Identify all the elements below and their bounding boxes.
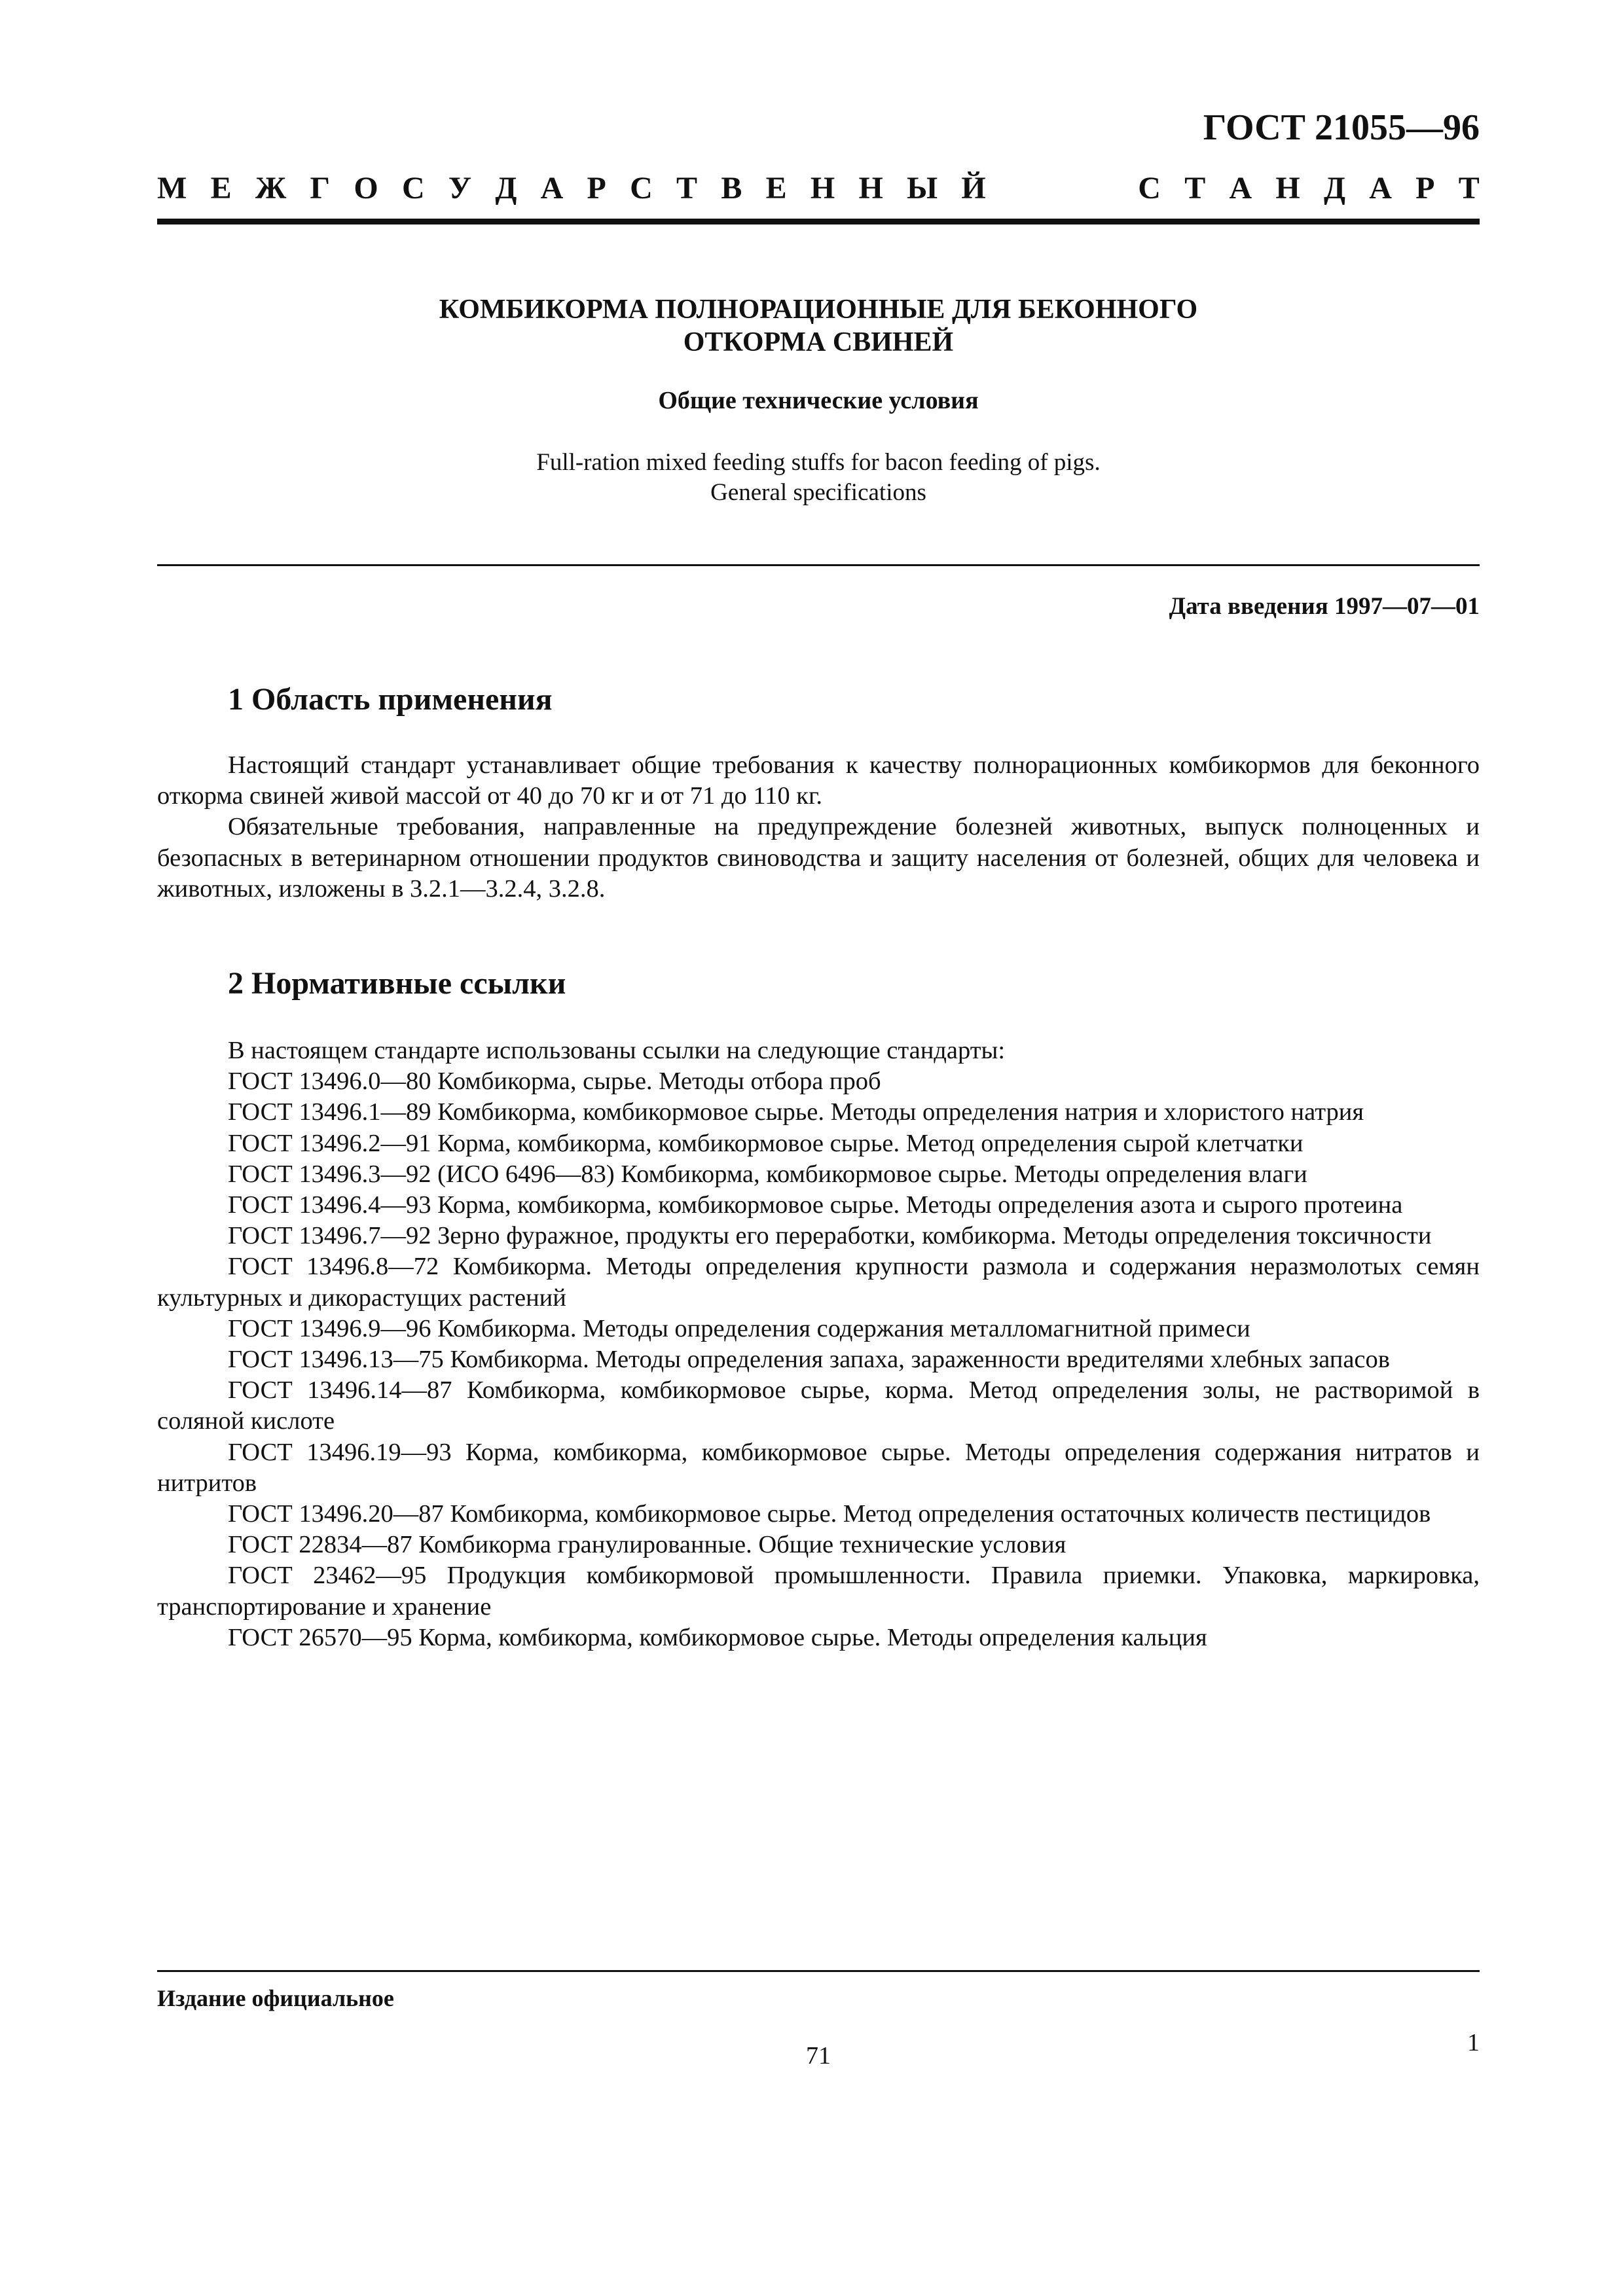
series-letter: Р <box>1415 171 1435 206</box>
series-letter: О <box>354 171 378 206</box>
series-letter: Ж <box>255 171 287 206</box>
reference-item: ГОСТ 13496.8—72 Комбикорма. Методы определения крупности размола и содержания неразмолотых семян культурных и дикорастущих растений <box>157 1253 1480 1312</box>
series-letter: Н <box>1275 171 1300 206</box>
section-references-body <box>157 1035 1480 1653</box>
document-title <box>157 293 1480 359</box>
reference-item: ГОСТ 13496.1—89 Комбикорма, комбикормовое сырье. Методы определения натрия и хлористого натрия <box>228 1098 1364 1126</box>
series-letter: Е <box>210 171 232 206</box>
series-letter: В <box>721 171 742 206</box>
series-letter: А <box>540 171 564 206</box>
series-letter: Т <box>1184 171 1206 206</box>
series-letter: М <box>157 171 187 206</box>
section-scope-body <box>157 750 1480 905</box>
series-word-gap <box>1010 169 1114 208</box>
series-letter: С <box>401 171 425 206</box>
series-letter: Н <box>858 171 883 206</box>
paragraph: Обязательные требования, направленные на предупреждение болезней животных, выпуск полноценных и безопасных в ветеринарном отношении продуктов свиноводства и защиту населения от болезней, общих для человека и животных, изложены в 3.2.1—3.2.4, 3.2.8. <box>157 813 1480 903</box>
reference-item: ГОСТ 13496.3—92 (ИСО 6496—83) Комбикорма, комбикормовое сырье. Методы определения влаги <box>228 1160 1307 1188</box>
series-letter: У <box>448 171 472 206</box>
reference-item: ГОСТ 23462—95 Продукция комбикормовой промышленности. Правила приемки. Упаковка, маркировка, транспортирование и хранение <box>157 1562 1480 1621</box>
standard-code: ГОСТ 21055—96 <box>1203 107 1480 148</box>
introduction-date: Дата введения 1997—07—01 <box>1169 593 1480 620</box>
series-letter: С <box>630 171 653 206</box>
series-letter: Н <box>810 171 835 206</box>
title-line: ОТКОРМА СВИНЕЙ <box>683 327 954 357</box>
reference-item: ГОСТ 13496.2—91 Корма, комбикорма, комбикормовое сырье. Метод определения сырой клетчатки <box>228 1129 1304 1157</box>
english-title-line: Full-ration mixed feeding stuffs for bacon feeding of pigs. <box>536 449 1101 476</box>
edition-label: Издание официальное <box>157 1985 394 2011</box>
series-letter: С <box>1138 171 1161 206</box>
series-letter: Е <box>765 171 787 206</box>
series-letter: Д <box>1323 171 1345 206</box>
references-intro: В настоящем стандарте использованы ссылки на следующие стандарты: <box>228 1037 1006 1064</box>
reference-item: ГОСТ 13496.0—80 Комбикорма, сырье. Методы отбора проб <box>228 1067 881 1096</box>
reference-item: ГОСТ 13496.19—93 Корма, комбикорма, комбикормовое сырье. Методы определения содержания нитратов и нитритов <box>157 1438 1480 1497</box>
reference-item: ГОСТ 13496.9—96 Комбикорма. Методы определения содержания металломагнитной примеси <box>228 1314 1250 1342</box>
series-letter: Г <box>310 171 331 206</box>
reference-item: ГОСТ 26570—95 Корма, комбикорма, комбикормовое сырье. Методы определения кальция <box>228 1623 1207 1651</box>
document-subtitle: Общие технические условия <box>658 387 979 414</box>
section-heading-scope: 1 Область применения <box>228 682 553 717</box>
series-letter: Т <box>676 171 698 206</box>
reference-item: ГОСТ 13496.20—87 Комбикорма, комбикормовое сырье. Метод определения остаточных количеств пестицидов <box>228 1500 1431 1528</box>
header-rule <box>157 219 1480 224</box>
reference-item: ГОСТ 13496.7—92 Зерно фуражное, продукты его переработки, комбикорма. Методы определения токсичности <box>228 1222 1432 1250</box>
reference-item: ГОСТ 13496.4—93 Корма, комбикорма, комбикормовое сырье. Методы определения азота и сырого протеина <box>228 1191 1403 1219</box>
series-letter: Т <box>1458 171 1480 206</box>
reference-item: ГОСТ 13496.13—75 Комбикорма. Методы определения запаха, зараженности вредителями хлебных запасов <box>228 1346 1390 1374</box>
series-letter: А <box>1229 171 1252 206</box>
series-letter: Д <box>495 171 517 206</box>
series-letter: Й <box>961 171 986 206</box>
page-number-right: 1 <box>1467 2029 1480 2056</box>
title-divider <box>157 564 1480 566</box>
reference-item: ГОСТ 13496.14—87 Комбикорма, комбикормовое сырье, корма. Метод определения золы, не растворимой в соляной кислоте <box>157 1376 1480 1435</box>
english-title <box>157 448 1480 508</box>
series-letter: Ы <box>907 171 938 206</box>
page-number-center: 71 <box>806 2042 831 2070</box>
section-heading-references: 2 Нормативные ссылки <box>228 966 566 1001</box>
reference-item: ГОСТ 22834—87 Комбикорма гранулированные. Общие технические условия <box>228 1531 1067 1559</box>
series-letter: А <box>1369 171 1392 206</box>
footer-rule <box>157 1970 1480 1972</box>
standard-series-header <box>157 169 1480 208</box>
title-line: КОМБИКОРМА ПОЛНОРАЦИОННЫЕ ДЛЯ БЕКОННОГО <box>439 295 1198 325</box>
paragraph: Настоящий стандарт устанавливает общие требования к качеству полнорационных комбикормов для беконного откорма свиней живой массой от 40 до 70 кг и от 71 до 110 кг. <box>157 751 1480 810</box>
english-title-line: General specifications <box>710 479 926 506</box>
series-letter: Р <box>587 171 606 206</box>
